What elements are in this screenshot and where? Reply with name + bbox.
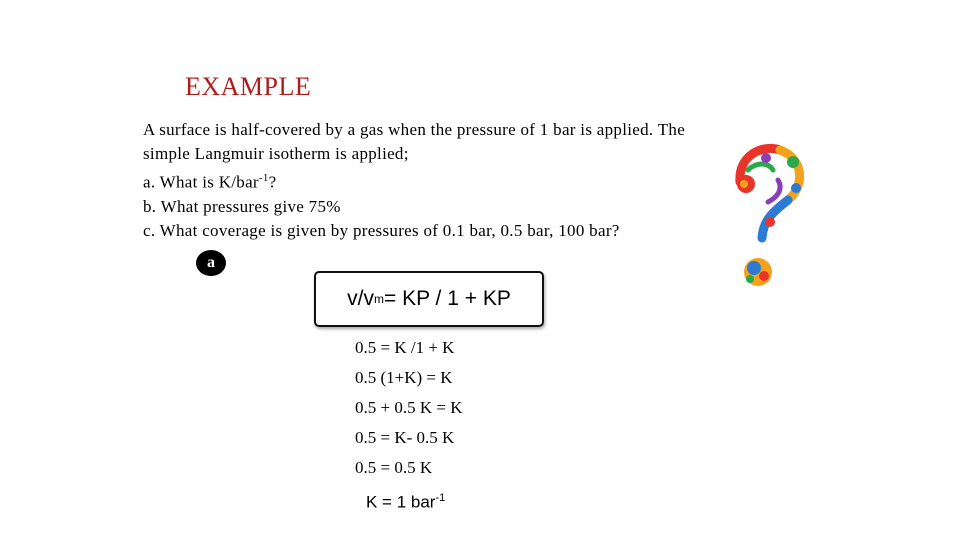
langmuir-formula-box [314, 271, 544, 327]
solution-step: 0.5 = K /1 + K [355, 338, 455, 357]
solution-result: K = 1 bar$^{-1}$ [366, 492, 446, 512]
formula-rhs: = KP / 1 + KP [383, 287, 511, 310]
formula-lhs-subscript: m [373, 292, 384, 306]
part-a-badge: a [196, 250, 226, 276]
formula-lhs: v/v [347, 287, 374, 310]
question-mark-icon [718, 140, 818, 290]
question-a: a. What is K/bar$^{-1}$? [143, 172, 277, 192]
solution-step: 0.5 (1+K) = K [355, 368, 453, 387]
solution-step: 0.5 = 0.5 K [355, 458, 433, 477]
question-b: b. What pressures give 75% [143, 196, 341, 216]
slide-title: EXAMPLE [185, 72, 312, 101]
problem-line-1: A surface is half-covered by a gas when the pressure of 1 bar is applied. The [143, 120, 686, 139]
solution-step: 0.5 = K- 0.5 K [355, 428, 455, 447]
question-c: c. What coverage is given by pressures of 0.1 bar, 0.5 bar, 100 bar? [143, 220, 620, 240]
solution-step: 0.5 + 0.5 K = K [355, 398, 463, 417]
problem-line-2: simple Langmuir isotherm is applied; [143, 144, 409, 163]
solution-steps [355, 336, 462, 516]
